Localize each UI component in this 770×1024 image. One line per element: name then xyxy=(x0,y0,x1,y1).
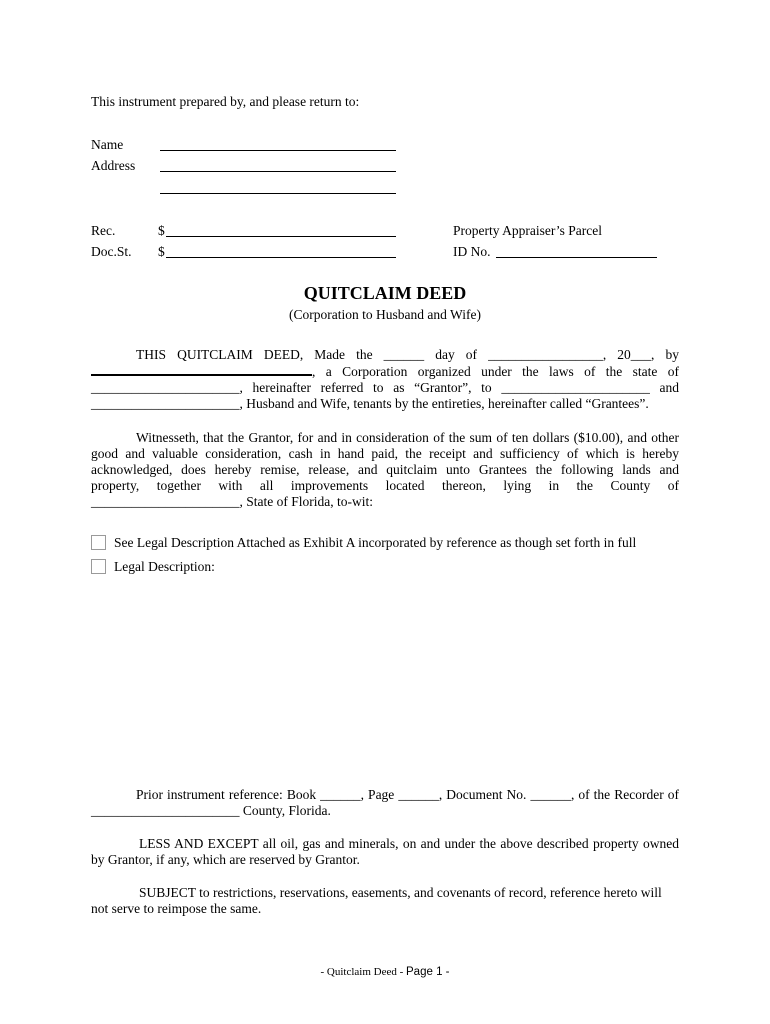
subject-to-paragraph xyxy=(91,885,679,917)
deed-intro-paragraph xyxy=(91,347,679,412)
parcel-label: Property Appraiser’s Parcel xyxy=(453,223,602,238)
parcel-id-field[interactable] xyxy=(496,245,657,258)
less-except-paragraph xyxy=(91,836,679,868)
less-except-line-1: LESS AND EXCEPT all oil, gas and minerals, on and under the above described property owned xyxy=(139,836,679,851)
prepared-by-text: This instrument prepared by, and please return to: xyxy=(91,94,360,109)
page-number: Page 1 - xyxy=(406,966,450,978)
docst-field[interactable] xyxy=(166,245,396,258)
witness-line-4: property, together with all improvements located thereon, lying in the County of xyxy=(91,478,679,493)
intro-line-2-text: , a Corporation organized under the laws of the state of xyxy=(312,364,679,379)
exhibit-checkbox[interactable] xyxy=(91,535,106,550)
name-field[interactable] xyxy=(160,138,396,151)
document-title: QUITCLAIM DEED xyxy=(303,283,467,303)
footer-label: - Quitclaim Deed - xyxy=(320,966,407,978)
witness-line-3: acknowledged, does hereby remise, release, and quitclaim unto Grantees the following lands and xyxy=(91,462,679,477)
id-label: ID No. xyxy=(453,244,491,259)
witness-line-5: ______________________, State of Florida, to-wit: xyxy=(91,494,373,509)
intro-line-3: ______________________, hereinafter referred to as “Grantor”, to ______________________ and xyxy=(91,380,679,395)
prior-line-1: Prior instrument reference: Book ______, Page ______, Document No. ______, of the Recorder of xyxy=(136,787,679,802)
name-label: Name xyxy=(91,137,124,152)
witness-line-2: good and valuable consideration, cash in hand paid, the receipt and sufficiency of which is hereby xyxy=(91,446,679,461)
document-subtitle: (Corporation to Husband and Wife) xyxy=(289,307,481,322)
docst-label: Doc.St. xyxy=(91,244,132,259)
intro-line-1: THIS QUITCLAIM DEED, Made the ______ day of _________________, 20___, by xyxy=(136,347,679,362)
rec-field[interactable] xyxy=(166,224,396,237)
legal-description-checkbox[interactable] xyxy=(91,559,106,574)
address-field-line-1[interactable] xyxy=(160,159,396,172)
docst-dollar-sign: $ xyxy=(158,244,165,259)
prior-instrument-paragraph xyxy=(91,787,679,819)
subject-line-1: SUBJECT to restrictions, reservations, easements, and covenants of record, reference hereto will xyxy=(139,885,662,900)
subject-line-2: not serve to reimpose the same. xyxy=(91,901,262,916)
address-field-line-2[interactable] xyxy=(160,181,396,194)
exhibit-option-label: See Legal Description Attached as Exhibit A incorporated by reference as though set forth in full xyxy=(114,535,637,550)
legal-description-label: Legal Description: xyxy=(114,559,215,574)
address-label: Address xyxy=(91,158,136,173)
intro-line-2 xyxy=(91,363,679,380)
grantor-name-field[interactable] xyxy=(91,363,312,376)
rec-label: Rec. xyxy=(91,223,116,238)
witness-line-1: Witnesseth, that the Grantor, for and in consideration of the sum of ten dollars ($10.00), and other xyxy=(136,430,679,445)
prior-line-2: ______________________ County, Florida. xyxy=(91,803,331,818)
intro-line-4: ______________________, Husband and Wife, tenants by the entireties, hereinafter called “Grantees”. xyxy=(91,396,649,411)
less-except-line-2: by Grantor, if any, which are reserved by Grantor. xyxy=(91,852,360,867)
rec-dollar-sign: $ xyxy=(158,223,165,238)
witnesseth-paragraph xyxy=(91,430,679,510)
page-footer xyxy=(0,964,770,980)
